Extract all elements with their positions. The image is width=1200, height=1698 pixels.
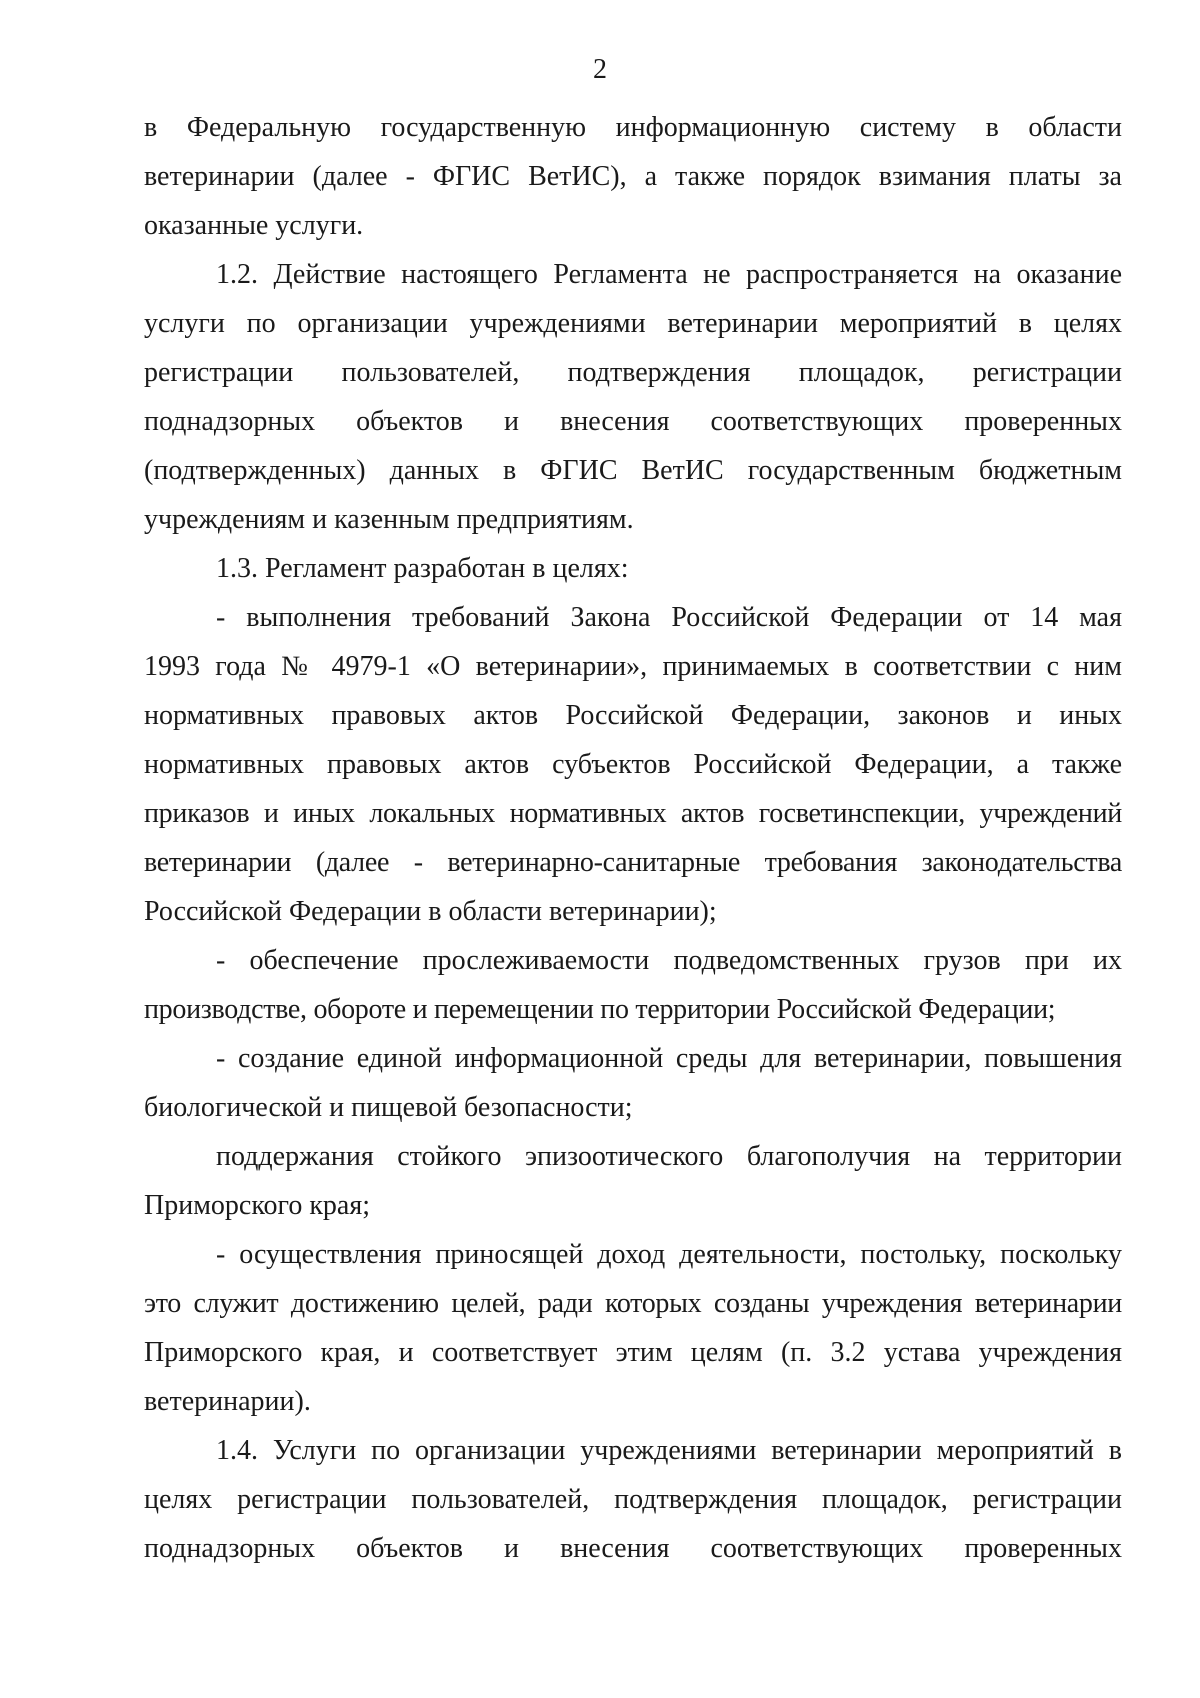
text-line: - осуществления приносящей доход деятельности, постольку, поскольку [216,1239,1122,1270]
text-line: - выполнения требований Закона Российской Федерации от 14 мая [216,602,1122,633]
paragraph-traceability [144,936,1122,1034]
text-line: целях регистрации пользователей, подтверждения площадок, регистрации [144,1484,1122,1515]
text-line: услуги по организации учреждениями ветеринарии мероприятий в целях [144,308,1122,339]
text-line: Российской Федерации в области ветеринарии); [144,896,717,927]
text-line: (подтвержденных) данных в ФГИС ВетИС государственным бюджетным [144,455,1122,486]
text-line: 1.3. Регламент разработан в целях: [216,553,629,584]
paragraph-1-4 [144,1426,1122,1573]
paragraph-epizootic [144,1132,1122,1230]
text-line: 1.2. Действие настоящего Регламента не распространяется на оказание [216,259,1122,290]
text-line: нормативных правовых актов субъектов Российской Федерации, а также [144,749,1122,780]
text-line: биологической и пищевой безопасности; [144,1092,633,1123]
paragraph-1-3 [144,544,1122,593]
text-line: Приморского края; [144,1190,371,1221]
text-line: поднадзорных объектов и внесения соответствующих проверенных [144,406,1122,437]
text-line: Приморского края, и соответствует этим целям (п. 3.2 устава учреждения [144,1337,1122,1368]
text-line: производстве, обороте и перемещении по территории Российской Федерации; [144,994,1056,1025]
text-line: ветеринарии (далее - ветеринарно-санитарные требования законодательства [144,847,1122,878]
text-line: приказов и иных локальных нормативных актов госветинспекции, учреждений [144,798,1122,829]
text-line: нормативных правовых актов Российской Федерации, законов и иных [144,700,1122,731]
text-line: оказанные услуги. [144,210,364,241]
paragraph-1-2 [144,250,1122,544]
text-line: 1993 года № 4979-1 «О ветеринарии», принимаемых в соответствии с ним [144,651,1122,682]
text-line: регистрации пользователей, подтверждения площадок, регистрации [144,357,1122,388]
paragraph-intro-continuation [144,103,1122,250]
text-line: поддержания стойкого эпизоотического благополучия на территории [216,1141,1122,1172]
text-line: в Федеральную государственную информационную систему в области [144,112,1122,143]
text-line: это служит достижению целей, ради которых созданы учреждения ветеринарии [144,1288,1122,1319]
page-number: 2 [593,54,607,85]
text-line: - обеспечение прослеживаемости подведомственных грузов при их [216,945,1122,976]
text-line: - создание единой информационной среды для ветеринарии, повышения [216,1043,1122,1074]
text-line: поднадзорных объектов и внесения соответствующих проверенных [144,1533,1122,1564]
text-line: ветеринарии). [144,1386,311,1417]
text-line: ветеринарии (далее - ФГИС ВетИС), а также порядок взимания платы за [144,161,1122,192]
paragraph-income-activity [144,1230,1122,1426]
text-line: учреждениям и казенным предприятиям. [144,504,634,535]
text-line: 1.4. Услуги по организации учреждениями ветеринарии мероприятий в [216,1435,1122,1466]
document-body [144,103,1122,1573]
paragraph-law-requirements [144,593,1122,936]
paragraph-info-environment [144,1034,1122,1132]
